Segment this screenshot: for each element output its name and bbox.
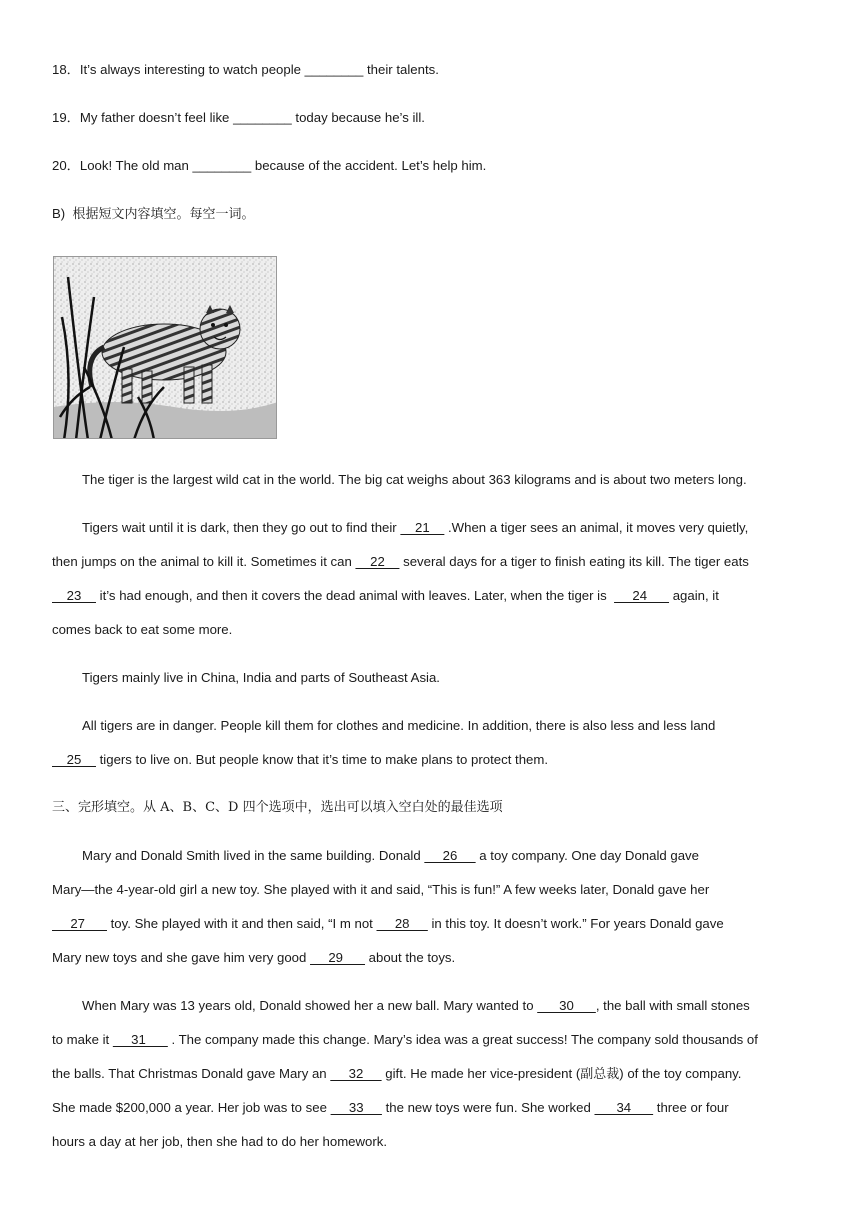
answer-blank: ________	[233, 110, 292, 125]
paragraph-text: . The company made this change. Mary’s idea was a great success! The company sold thousands of	[167, 1032, 758, 1047]
blank-27: 27	[52, 916, 107, 931]
paragraph-text: toy. She played with it and then said, “I m not	[106, 916, 377, 931]
section-label: B)	[52, 206, 73, 221]
section-3-heading	[52, 797, 808, 818]
passage1-paragraph-4-line-1	[52, 716, 808, 736]
paragraph-text: ) of the toy company.	[619, 1066, 742, 1081]
question-text: Look! The old man	[79, 158, 193, 173]
blank-33: 33	[330, 1100, 382, 1115]
paragraph-text: three or four	[653, 1100, 729, 1115]
answer-blank: ________	[304, 62, 364, 77]
passage2-line-5	[52, 996, 808, 1016]
blank-23: 23	[52, 588, 96, 603]
paragraph-text: tigers to live on. But people know that it’s time to make plans to protect them.	[95, 752, 549, 767]
question-20	[52, 156, 808, 176]
passage1-paragraph-2-line-4	[52, 620, 808, 640]
blank-22: 22	[355, 554, 400, 569]
paragraph-text: in this toy. It doesn’t work.” For years Donald gave	[427, 916, 724, 931]
passage2-line-9	[52, 1132, 808, 1152]
passage1-paragraph-2-line-3	[52, 586, 808, 606]
blank-34: 34	[594, 1100, 654, 1115]
paragraph-text: Mary new toys and she gave him very good	[52, 950, 311, 965]
passage1-paragraph-1	[52, 470, 808, 490]
paragraph-text: Mary and Donald Smith lived in the same building. Donald	[82, 848, 425, 863]
paragraph-text: comes back to eat some more.	[52, 622, 233, 637]
paragraph-text: several days for a tiger to finish eating its kill. The tiger eats	[399, 554, 749, 569]
question-text: It’s always interesting to watch people	[79, 62, 305, 77]
paragraph-text: then jumps on the animal to kill it. Sometimes it can	[52, 554, 356, 569]
paragraph-text: hours a day at her job, then she had to do her homework.	[52, 1134, 388, 1149]
paragraph-text: gift. He made her vice-president (	[381, 1066, 581, 1081]
section-title: 根据短文内容填空。每空一词。	[72, 207, 255, 222]
question-19	[52, 108, 808, 128]
passage1-paragraph-2-line-2	[52, 552, 808, 572]
blank-30: 30	[537, 998, 596, 1013]
tiger-illustration	[53, 256, 277, 439]
blank-25: 25	[52, 752, 96, 767]
blank-29: 29	[310, 950, 366, 965]
passage1-paragraph-3	[52, 668, 808, 688]
paragraph-text: , the ball with small stones	[595, 998, 750, 1013]
paragraph-text: Mary—the 4-year-old girl a new toy. She played with it and said, “This is fun!” A few weeks later, Donald gave her	[52, 882, 710, 897]
blank-24: 24	[614, 588, 670, 603]
answer-blank: ________	[192, 158, 252, 173]
question-text: today because he’s ill.	[291, 110, 425, 125]
blank-31: 31	[112, 1032, 168, 1047]
paragraph-text: the new toys were fun. She worked	[381, 1100, 595, 1115]
paragraph-text: .When a tiger sees an animal, it moves very quietly,	[444, 520, 749, 535]
paragraph-text: She made $200,000 a year. Her job was to see	[52, 1100, 331, 1115]
question-number: 20．	[52, 158, 80, 173]
paragraph-text: All tigers are in danger. People kill them for clothes and medicine. In addition, there is also less and less land	[82, 718, 716, 733]
passage1-paragraph-2-line-1	[52, 518, 808, 538]
paragraph-text: about the toys.	[365, 950, 456, 965]
blank-26: 26	[424, 848, 476, 863]
passage2-line-7	[52, 1064, 808, 1085]
question-text: My father doesn’t feel like	[79, 110, 234, 125]
question-number: 18．	[52, 62, 80, 77]
blank-32: 32	[330, 1066, 382, 1081]
passage2-line-4	[52, 948, 808, 968]
paragraph-text: a toy company. One day Donald gave	[475, 848, 699, 863]
passage2-line-2	[52, 880, 808, 900]
question-text: because of the accident. Let’s help him.	[251, 158, 487, 173]
passage1-paragraph-4-line-2	[52, 750, 808, 770]
section-b-heading	[52, 204, 808, 225]
paragraph-text: to make it	[52, 1032, 113, 1047]
paragraph-text-cjk: 副总裁	[580, 1067, 620, 1082]
passage2-line-8	[52, 1098, 808, 1118]
paragraph-text: Tigers wait until it is dark, then they go out to find their	[82, 520, 401, 535]
question-18	[52, 60, 808, 80]
paragraph-text: The tiger is the largest wild cat in the world. The big cat weighs about 363 kilograms and is about two meters long.	[82, 472, 747, 487]
question-text: their talents.	[363, 62, 439, 77]
paragraph-text: Tigers mainly live in China, India and parts of Southeast Asia.	[82, 670, 440, 685]
blank-21: 21	[400, 520, 445, 535]
paragraph-text: the balls. That Christmas Donald gave Mary an	[52, 1066, 331, 1081]
passage2-line-1	[52, 846, 808, 866]
paragraph-text: it’s had enough, and then it covers the dead animal with leaves. Later, when the tiger is	[95, 588, 615, 603]
question-number: 19．	[52, 110, 80, 125]
section-title: 三、完形填空。从 A、B、C、D 四个选项中，选出可以填入空白处的最佳选项	[52, 800, 503, 815]
blank-28: 28	[376, 916, 428, 931]
passage2-line-6	[52, 1030, 808, 1050]
passage2-line-3	[52, 914, 808, 934]
paragraph-text: again, it	[669, 588, 719, 603]
paragraph-text: When Mary was 13 years old, Donald showed her a new ball. Mary wanted to	[82, 998, 538, 1013]
